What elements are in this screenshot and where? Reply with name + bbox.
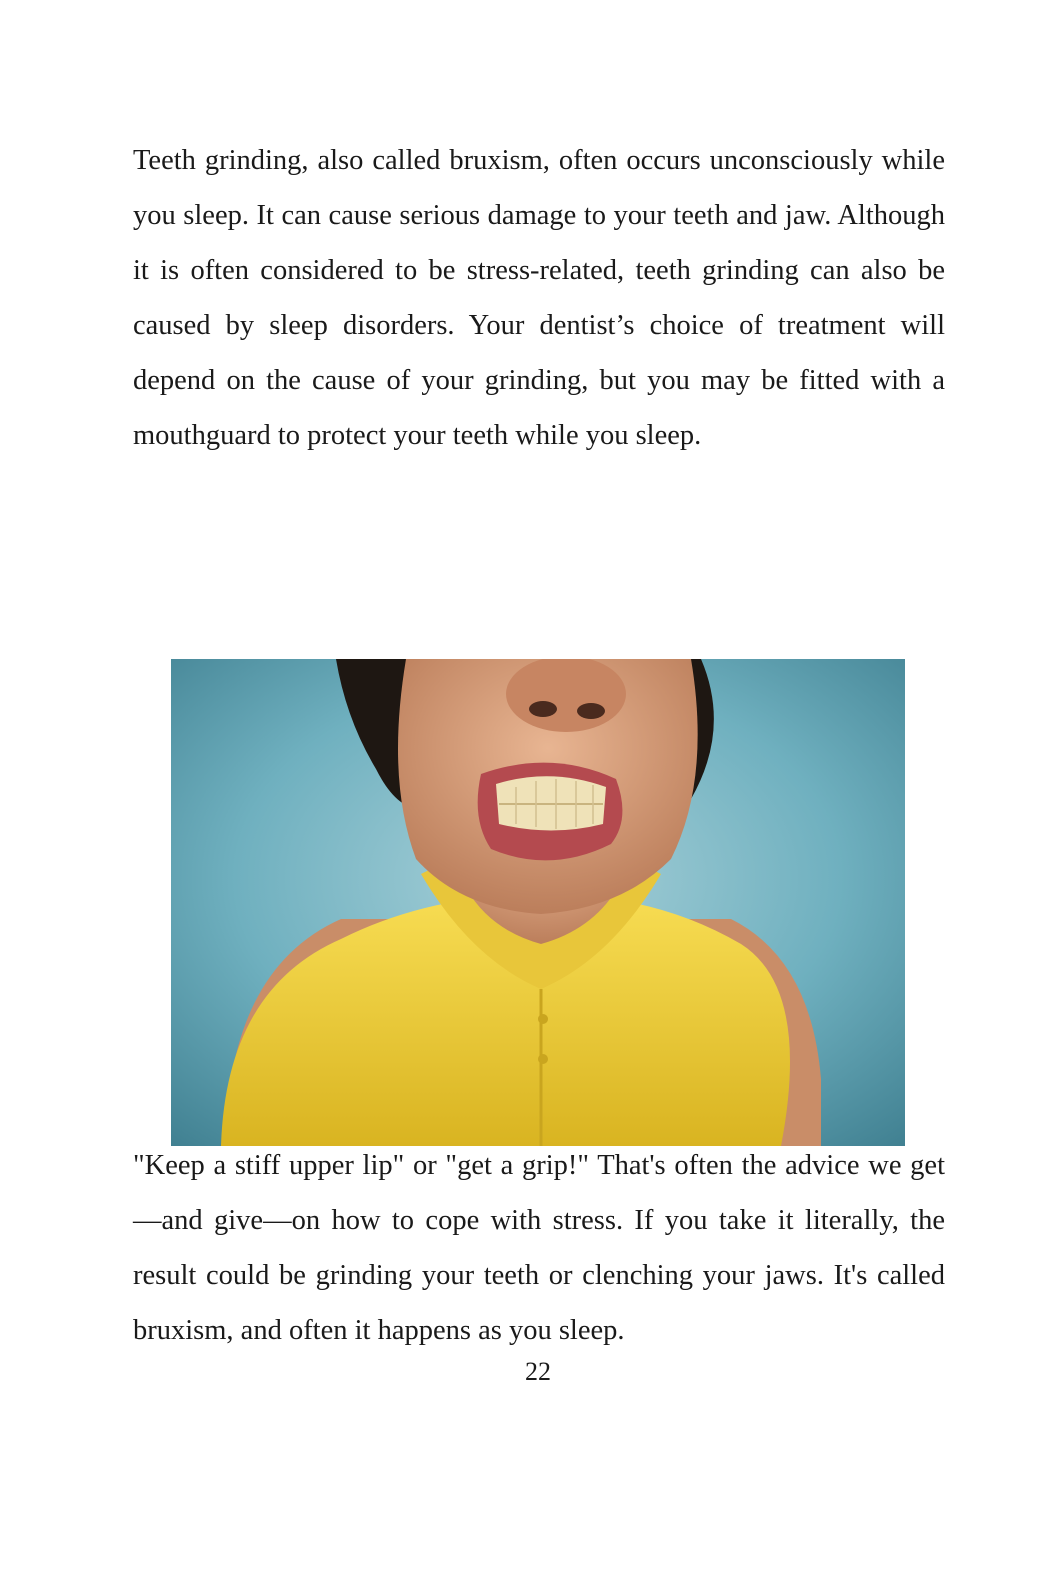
page-number: 22 bbox=[525, 1357, 551, 1386]
body-paragraph-2: "Keep a stiff upper lip" or "get a grip!" That's often the advice we get—and give—on how to cope with stress. If you take it literally, the result could be grinding your teeth or clenching your jaws. It's called bruxism, and often it happens as you sleep. bbox=[133, 1150, 945, 1346]
man-grinding-teeth-photo bbox=[171, 659, 905, 1146]
photo-illustration bbox=[171, 659, 905, 1146]
body-paragraph-1: Teeth grinding, also called bruxism, often occurs unconsciously while you sleep. It can cause serious damage to your teeth and jaw. Although it is often considered to be stress-related, teeth grinding can also be caused by sleep disorders. Your dentist’s choice of treatment will depend on the cause of your grinding, but you may be fitted with a mouthguard to protect your teeth while you sleep. bbox=[133, 145, 945, 451]
